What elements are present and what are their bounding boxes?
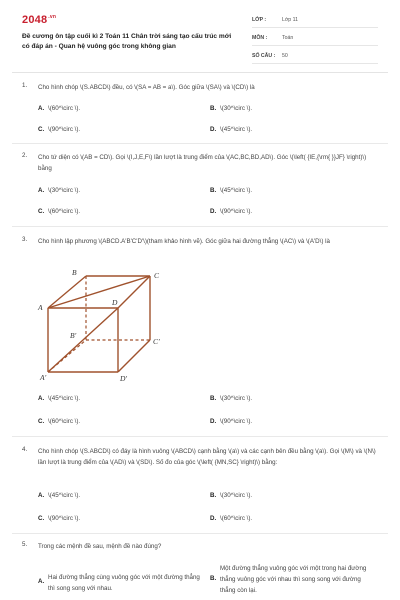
vertex-label: B'	[70, 331, 77, 340]
question-divider	[12, 533, 388, 534]
q4-option-a[interactable]	[38, 492, 80, 499]
option-label: A.	[38, 187, 45, 194]
header	[0, 0, 400, 66]
meta-label: MÔN :	[252, 35, 268, 41]
q1-option-d[interactable]	[210, 126, 252, 133]
document-title: Đề cương ôn tập cuối kì 2 Toán 11 Chân trời sáng tạo cấu trúc mới có đáp án - Quan hệ vuông góc trong không gian	[22, 33, 232, 50]
question-text: Cho tứ diện có \(AB = CD\). Gọi \(I,J,E,F\) lần lượt là trung điểm của \(AC,BC,BD,AD\). Góc \(\left( {IE,{\rm{ }}JF} \right)\) bằng	[38, 154, 367, 172]
question-divider	[12, 226, 388, 227]
question-text: Cho hình chóp \(S.ABCD\) đều, có \(SA = AB = a\). Góc giữa \(SA\) và \(CD\) là	[38, 84, 255, 91]
meta-label: LỚP :	[252, 17, 267, 23]
q2-option-d[interactable]	[210, 208, 252, 215]
option-label: D.	[210, 515, 217, 522]
question-text: Cho hình chóp \(S.ABCD\) có đáy là hình vuông \(ABCD\) cạnh bằng \(a\) và các cạnh bên đều bằng \(a\). Gọi \(M\) và \(N\) lần lượt là trung điểm của \(AD\) và \(SD\). Số đo của góc \(\left( {MN,SC} \right)\) bằng:	[38, 448, 376, 466]
vertex-label: D	[112, 298, 118, 307]
vertex-label: A'	[40, 373, 47, 382]
option-label: A.	[38, 578, 45, 585]
site-logo[interactable]	[22, 14, 56, 26]
option-label: C.	[38, 126, 45, 133]
vertex-label: C'	[153, 337, 160, 346]
q2-option-a[interactable]	[38, 187, 80, 194]
q1-option-b[interactable]	[210, 105, 252, 112]
option-text: \(30^\circ \).	[220, 492, 253, 499]
option-text: \(45^\circ \).	[48, 492, 81, 499]
option-text: \(60^\circ \).	[220, 515, 253, 522]
q5-option-a[interactable]	[38, 572, 208, 594]
option-text: \(30^\circ \).	[48, 187, 81, 194]
q3-option-a[interactable]	[38, 395, 80, 402]
option-label: C.	[38, 208, 45, 215]
option-text: \(90^\circ \).	[48, 126, 81, 133]
question-number: 2.	[22, 152, 28, 159]
q4-option-d[interactable]	[210, 515, 252, 522]
option-text: \(45^\circ \).	[220, 187, 253, 194]
vertex-label: A	[38, 303, 43, 312]
option-label: D.	[210, 418, 217, 425]
option-label: D.	[210, 126, 217, 133]
option-label: B.	[210, 395, 217, 402]
vertex-label: D'	[120, 374, 128, 383]
option-label: B.	[210, 575, 217, 582]
option-text: \(90^\circ \).	[220, 208, 253, 215]
meta-value: 50	[282, 53, 288, 59]
option-text: \(45^\circ \).	[48, 395, 81, 402]
logo-suffix: .vn	[48, 14, 57, 20]
option-label: D.	[210, 208, 217, 215]
question-text: Trong các mệnh đề sau, mệnh đề nào đúng?	[38, 543, 162, 550]
option-text: \(30^\circ \).	[220, 105, 253, 112]
option-label: B.	[210, 105, 217, 112]
meta-subject	[252, 32, 378, 46]
header-divider	[12, 72, 388, 73]
cube-edges	[48, 276, 150, 372]
option-text: \(60^\circ \).	[48, 105, 81, 112]
question-text: Cho hình lập phương \(ABCD.A'B'C'D'\)(tham khảo hình vẽ). Góc giữa hai đường thẳng \(AC\) và \(A'D\) là	[38, 238, 330, 245]
q1-option-a[interactable]	[38, 105, 80, 112]
q1-option-c[interactable]	[38, 126, 80, 133]
q3-option-b[interactable]	[210, 395, 252, 402]
logo-text: 2048	[22, 14, 48, 26]
question-number: 5.	[22, 541, 28, 548]
q2-option-b[interactable]	[210, 187, 252, 194]
option-text: \(90^\circ \).	[48, 515, 81, 522]
question-divider	[12, 143, 388, 144]
meta-value: Lớp 11	[282, 17, 298, 23]
document-meta	[252, 14, 378, 68]
vertex-label: B	[72, 268, 77, 277]
meta-class	[252, 14, 378, 28]
option-text: Một đường thẳng vuông góc với một trong hai đường thẳng vuông góc với nhau thì song song với đường thẳng còn lại.	[220, 565, 367, 594]
option-text: \(30^\circ \).	[220, 395, 253, 402]
option-text: Hai đường thẳng cùng vuông góc với một đường thẳng thì song song với nhau.	[48, 574, 200, 592]
option-label: A.	[38, 395, 45, 402]
q3-option-c[interactable]	[38, 418, 80, 425]
question-number: 1.	[22, 82, 28, 89]
option-label: B.	[210, 187, 217, 194]
q5-option-b[interactable]	[210, 563, 385, 596]
q4-option-b[interactable]	[210, 492, 252, 499]
q2-option-c[interactable]	[38, 208, 80, 215]
option-text: \(60^\circ \).	[48, 418, 81, 425]
q3-option-d[interactable]	[210, 418, 252, 425]
option-label: A.	[38, 105, 45, 112]
meta-question-count	[252, 50, 378, 64]
option-text: \(90^\circ \).	[220, 418, 253, 425]
question-divider	[12, 436, 388, 437]
option-label: A.	[38, 492, 45, 499]
question-number: 4.	[22, 446, 28, 453]
question-number: 3.	[22, 236, 28, 243]
option-text: \(60^\circ \).	[48, 208, 81, 215]
q4-option-c[interactable]	[38, 515, 80, 522]
cube-figure	[32, 268, 172, 386]
option-label: C.	[38, 418, 45, 425]
vertex-label: C	[154, 271, 160, 280]
option-label: C.	[38, 515, 45, 522]
option-text: \(45^\circ \).	[220, 126, 253, 133]
meta-value: Toán	[282, 35, 294, 41]
option-label: B.	[210, 492, 217, 499]
meta-label: SỐ CÂU :	[252, 53, 276, 59]
